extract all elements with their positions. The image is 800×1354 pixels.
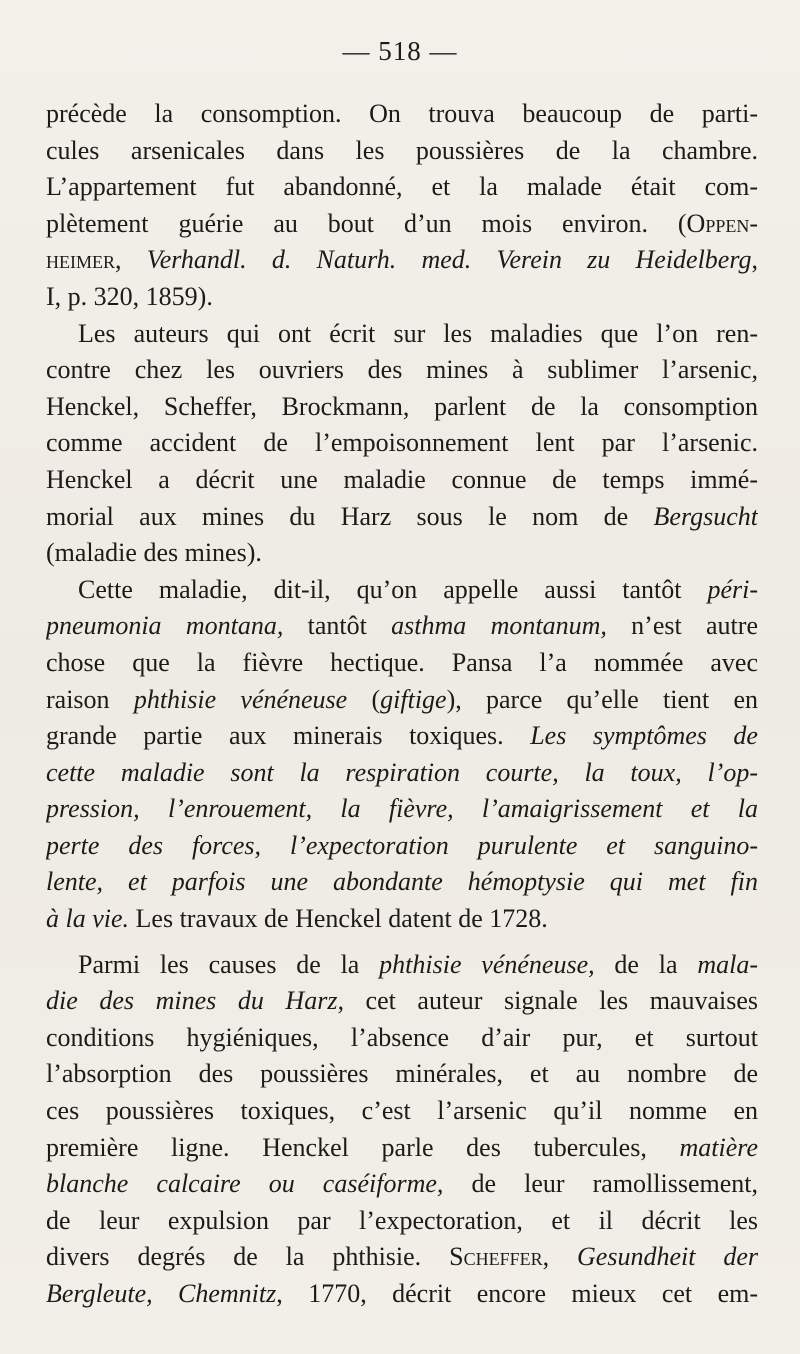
italic-run: Bergsucht xyxy=(653,501,758,531)
text-run: I, p. 320, 1859). xyxy=(46,281,213,311)
italic-run: die des mines du Harz, xyxy=(46,986,344,1016)
text-run: ), parce qu’elle tient en xyxy=(446,684,758,714)
text-line xyxy=(46,352,758,389)
text-run: conditions hygiéniques, l’absence d’air pur, et surtout xyxy=(46,1022,758,1052)
text-run: Henckel a décrit une maladie connue de temps immé- xyxy=(46,464,758,494)
text-line xyxy=(46,1093,758,1130)
italic-run: pneumonia montana, xyxy=(46,611,284,641)
text-run: de leur ramollissement, xyxy=(443,1169,758,1199)
text-run: cules arsenicales dans les poussières de la chambre. xyxy=(46,135,758,165)
text-run: , 1770, décrit encore mieux cet em- xyxy=(276,1279,758,1308)
text-line xyxy=(46,755,758,792)
text-run: grande partie aux minerais toxiques. xyxy=(46,721,531,751)
text-run: raison xyxy=(46,684,134,714)
text-line xyxy=(46,645,758,682)
text-line xyxy=(46,279,758,316)
text-run: Les auteurs qui ont écrit sur les maladies que l’on ren- xyxy=(78,318,758,348)
italic-run: giftige xyxy=(380,684,447,714)
text-run: Parmi les causes de la xyxy=(78,949,380,979)
italic-run: Verhandl. d. Naturh. med. Verein zu Heidelberg xyxy=(146,245,752,275)
text-run: ( xyxy=(347,684,381,714)
text-line xyxy=(46,1239,758,1276)
italic-run: mala- xyxy=(697,949,758,979)
text-run: chose que la fièvre hectique. Pansa l’a nommée avec xyxy=(46,647,758,677)
italic-run: lente, et parfois une abondante hémoptysie qui met fin xyxy=(46,867,758,897)
text-run: plètement guérie au bout d’un mois environ. ( xyxy=(46,208,687,238)
text-run: n’est autre xyxy=(606,611,758,641)
text-line xyxy=(46,864,758,901)
italic-run: phthisie vénéneuse xyxy=(133,684,348,714)
italic-run: Les symptômes de xyxy=(530,721,758,751)
text-run: (maladie des mines). xyxy=(46,538,262,568)
text-line xyxy=(46,499,758,536)
italic-run: Gesundheit der xyxy=(577,1242,758,1272)
text-line xyxy=(46,1130,758,1167)
italic-run: pression, l’enrouement, la fièvre, l’amaigrissement et la xyxy=(46,794,758,824)
text-line xyxy=(46,1276,758,1313)
text-line xyxy=(46,983,758,1020)
text-run: Henckel, Scheffer, Brockmann, parlent de la consomption xyxy=(46,391,758,421)
small-caps-run: heimer xyxy=(46,245,115,275)
small-caps-run: Oppen- xyxy=(686,208,758,238)
text-line xyxy=(46,1166,758,1203)
text-line xyxy=(46,1056,758,1093)
text-line xyxy=(46,1020,758,1057)
text-run: , xyxy=(115,245,147,275)
text-run: contre chez les ouvriers des mines à sublimer l’arsenic, xyxy=(46,355,758,385)
italic-run: péri- xyxy=(707,574,758,604)
text-line xyxy=(46,169,758,206)
italic-run: asthma montanum, xyxy=(391,611,607,641)
italic-run: à la vie. xyxy=(46,904,130,934)
text-run: , xyxy=(542,1242,578,1272)
text-line xyxy=(46,535,758,572)
italic-run: Bergleute, Chemnitz xyxy=(46,1279,277,1308)
text-run: , xyxy=(751,245,758,275)
text-run: divers degrés de la phthisie. xyxy=(46,1242,450,1272)
text-line xyxy=(46,206,758,243)
text-line xyxy=(46,1203,758,1240)
text-line xyxy=(46,572,758,609)
text-run: ces poussières toxiques, c’est l’arsenic qu’il nomme en xyxy=(46,1096,758,1126)
text-line xyxy=(46,96,758,133)
text-line xyxy=(46,425,758,462)
text-line xyxy=(46,462,758,499)
italic-run: blanche calcaire ou caséiforme, xyxy=(46,1169,444,1199)
text-line xyxy=(46,608,758,645)
text-line xyxy=(46,133,758,170)
text-line xyxy=(46,682,758,719)
text-run: tantôt xyxy=(283,611,392,641)
italic-run: phthisie vénéneuse, xyxy=(379,949,595,979)
text-run: l’absorption des poussières minérales, et au nombre de xyxy=(46,1059,758,1089)
text-line xyxy=(46,389,758,426)
text-run: cet auteur signale les mauvaises xyxy=(343,986,758,1016)
text-run: L’appartement fut abandonné, et la malade était com- xyxy=(46,172,758,202)
page-number: — 518 — xyxy=(342,36,458,66)
italic-run: matière xyxy=(679,1132,758,1162)
text-run: de la xyxy=(594,949,698,979)
text-run: Les travaux de Henckel datent de 1728. xyxy=(129,904,548,934)
body-text xyxy=(46,96,758,1313)
text-line xyxy=(46,947,758,984)
text-run: précède la consomption. On trouva beaucoup de parti- xyxy=(46,99,758,128)
text-line xyxy=(46,242,758,279)
italic-run: perte des forces, l’expectoration purulente et sanguino- xyxy=(46,830,758,860)
text-line xyxy=(46,901,758,938)
italic-run: cette maladie sont la respiration courte, la toux, l’op- xyxy=(46,757,758,787)
paragraph-gap xyxy=(46,938,758,947)
text-line xyxy=(46,791,758,828)
text-line xyxy=(46,316,758,353)
text-line xyxy=(46,828,758,865)
small-caps-run: Scheffer xyxy=(449,1242,543,1272)
text-line xyxy=(46,718,758,755)
text-run: comme accident de l’empoisonnement lent par l’arsenic. xyxy=(46,428,758,458)
text-run: de leur expulsion par l’expectoration, et il décrit les xyxy=(46,1205,758,1235)
text-run: morial aux mines du Harz sous le nom de xyxy=(46,501,654,531)
text-run: Cette maladie, dit-il, qu’on appelle aussi tantôt xyxy=(78,574,708,604)
text-run: première ligne. Henckel parle des tubercules, xyxy=(46,1132,680,1162)
